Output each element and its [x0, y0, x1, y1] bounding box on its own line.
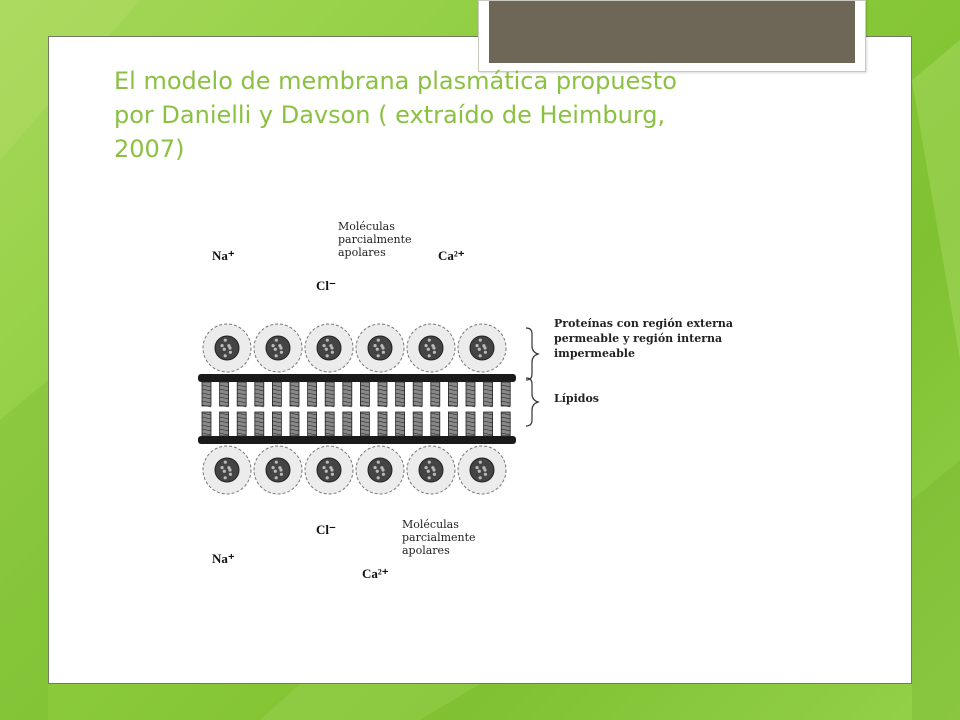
- proteins-label-line-1: Proteínas con región externa: [554, 317, 734, 330]
- protein-brace: [526, 328, 538, 380]
- lipid-molecule: [484, 382, 493, 436]
- protein-globule: [305, 324, 353, 372]
- lipid-molecule: [308, 382, 317, 436]
- title-tab-fill: [489, 1, 855, 63]
- bottom-protein-layer: [203, 446, 506, 494]
- lipid-molecule: [448, 382, 457, 436]
- top-protein-layer: [203, 324, 506, 372]
- protein-globule: [305, 446, 353, 494]
- bottom-molecules-line-2: parcialmente: [402, 531, 476, 544]
- lipid-molecule: [413, 382, 422, 436]
- lipid-molecule: [255, 382, 264, 436]
- lipid-molecule: [202, 382, 211, 436]
- slide-title: El modelo de membrana plasmática propuesto por Danielli y Davson ( extraído de Heimburg, 2007): [114, 67, 677, 163]
- protein-globule: [254, 446, 302, 494]
- bottom-molecules-line-1: Moléculas: [402, 518, 459, 531]
- bottom-ion-ca: Ca²⁺: [362, 566, 389, 581]
- bottom-molecules-line-3: apolares: [402, 544, 450, 557]
- lipid-molecule: [378, 382, 387, 436]
- outer-headgroup-band: [198, 374, 516, 382]
- top-molecules-line-2: parcialmente: [338, 233, 412, 246]
- inner-headgroup-band: [198, 436, 516, 444]
- bottom-ion-na: Na⁺: [212, 551, 235, 566]
- protein-globule: [356, 446, 404, 494]
- title-tab-decoration: [478, 0, 866, 72]
- membrane-diagram: [190, 210, 770, 600]
- top-ion-ca: Ca²⁺: [438, 248, 465, 263]
- lipid-molecule: [272, 382, 281, 436]
- top-molecules-line-1: Moléculas: [338, 220, 395, 233]
- lipid-molecule: [325, 382, 334, 436]
- lipid-molecule: [237, 382, 246, 436]
- lipid-molecule: [220, 382, 229, 436]
- lipid-molecule: [466, 382, 475, 436]
- lipid-molecule: [501, 382, 510, 436]
- protein-globule: [407, 324, 455, 372]
- lipid-molecule: [343, 382, 352, 436]
- proteins-label-line-3: impermeable: [554, 347, 635, 360]
- bottom-ion-cl: Cl⁻: [316, 522, 336, 537]
- top-ion-na: Na⁺: [212, 248, 235, 263]
- protein-globule: [356, 324, 404, 372]
- protein-globule: [203, 446, 251, 494]
- lipid-molecule: [431, 382, 440, 436]
- protein-globule: [458, 324, 506, 372]
- lipids-label: Lípidos: [554, 392, 600, 405]
- top-molecules-line-3: apolares: [338, 246, 386, 259]
- lipid-bilayer: [198, 374, 516, 444]
- lipid-molecule: [360, 382, 369, 436]
- lipid-brace: [526, 378, 538, 426]
- lipid-molecule: [290, 382, 299, 436]
- protein-globule: [203, 324, 251, 372]
- protein-globule: [254, 324, 302, 372]
- protein-globule: [458, 446, 506, 494]
- top-ion-cl: Cl⁻: [316, 278, 336, 293]
- protein-globule: [407, 446, 455, 494]
- lipid-molecule: [396, 382, 405, 436]
- proteins-label-line-2: permeable y región interna: [554, 332, 723, 345]
